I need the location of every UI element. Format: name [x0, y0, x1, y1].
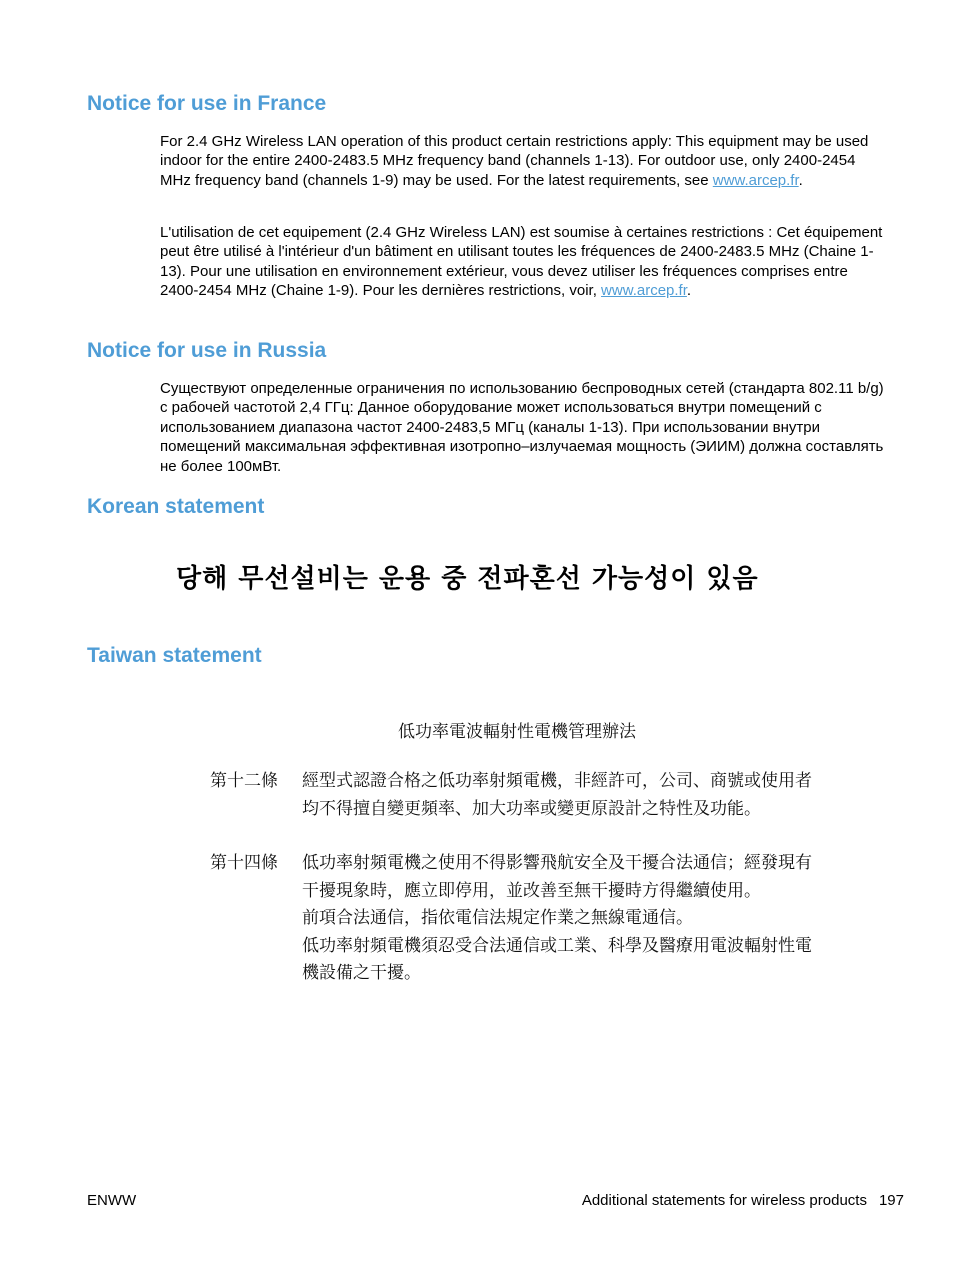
- heading-taiwan: Taiwan statement: [87, 644, 262, 667]
- article-line: 經型式認證合格之低功率射頻電機，非經許可，公司、商號或使用者: [302, 771, 812, 791]
- france-paragraph-english: [160, 132, 885, 190]
- article-line: 低功率射頻電機須忍受合法通信或工業、科學及醫療用電波輻射性電: [302, 935, 812, 956]
- arcep-link-2[interactable]: www.arcep.fr: [601, 282, 687, 300]
- article-line: 干擾現象時，應立即停用，並改善至無干擾時方得繼續使用。: [302, 880, 761, 901]
- article-line: 機設備之干擾。: [302, 963, 421, 983]
- france-paragraph-french-text: L'utilisation de cet equipement (2.4 GHz Wireless LAN) est soumise à certaines restrictions : Cet équipement peut être utilisé à l'intérieur d'un bâtiment en utilisant toutes les fréquences de 2400-2483.5 MHz (Chaine 1-13). Pour une utilisation en environnement extérieur, vous devez utiliser les fréquences comprises entre 2400-2454 MHz (Chaine 1-9). Pour les dernières restrictions, voir,: [160, 224, 883, 300]
- russia-paragraph: Существуют определенные ограничения по использованию беспроводных сетей (стандарта 802.11 b/g) с рабочей частотой 2,4 ГГц: Данное оборудование может использоваться внутри помещений с использованием диапазона частот 2400-2483,5 МГц (каналы 1-13). При использовании внутри помещений максимальная эффективная изотропно–излучаемая мощность (ЭИИМ) должна составлять не более 100мВт.: [160, 380, 884, 475]
- korean-statement-text: 당해 무선설비는 운용 중 전파혼선 가능성이 있음: [176, 564, 759, 594]
- article-line: 前項合法通信，指依電信法規定作業之無線電通信。: [302, 908, 693, 928]
- france-paragraph-english-text: For 2.4 GHz Wireless LAN operation of this product certain restrictions apply: This equipment may be used indoor for the entire 2400-2483.5 MHz frequency band (channels 1-13). For outdoor use, only 2400-2454 MHz frequency band (channels 1-9) may be used. For the latest requirements, see: [160, 133, 869, 189]
- france-paragraph-french-end: .: [686, 282, 692, 300]
- footer-left-label: ENWW: [87, 1192, 137, 1209]
- footer-section-title: Additional statements for wireless products: [581, 1192, 867, 1209]
- article-line: 均不得擅自變更頻率、加大功率或變更原設計之特性及功能。: [302, 798, 761, 819]
- article-label: 第十二條: [210, 771, 278, 791]
- article-line: 低功率射頻電機之使用不得影響飛航安全及干擾合法通信；經發現有: [302, 853, 812, 873]
- taiwan-regulation-title: 低功率電波輻射性電機管理辦法: [398, 722, 636, 742]
- article-body: [302, 850, 862, 988]
- heading-france: Notice for use in France: [87, 92, 327, 115]
- heading-korea: Korean statement: [87, 495, 265, 518]
- france-paragraph-french: [160, 223, 885, 301]
- heading-russia: Notice for use in Russia: [87, 339, 327, 362]
- arcep-link-1[interactable]: www.arcep.fr: [712, 171, 799, 189]
- france-paragraph-english-end: .: [798, 171, 803, 189]
- page-number: 197: [878, 1192, 904, 1209]
- footer-right: [582, 1192, 904, 1209]
- article-body: [302, 768, 862, 823]
- article-label: 第十四條: [210, 853, 278, 873]
